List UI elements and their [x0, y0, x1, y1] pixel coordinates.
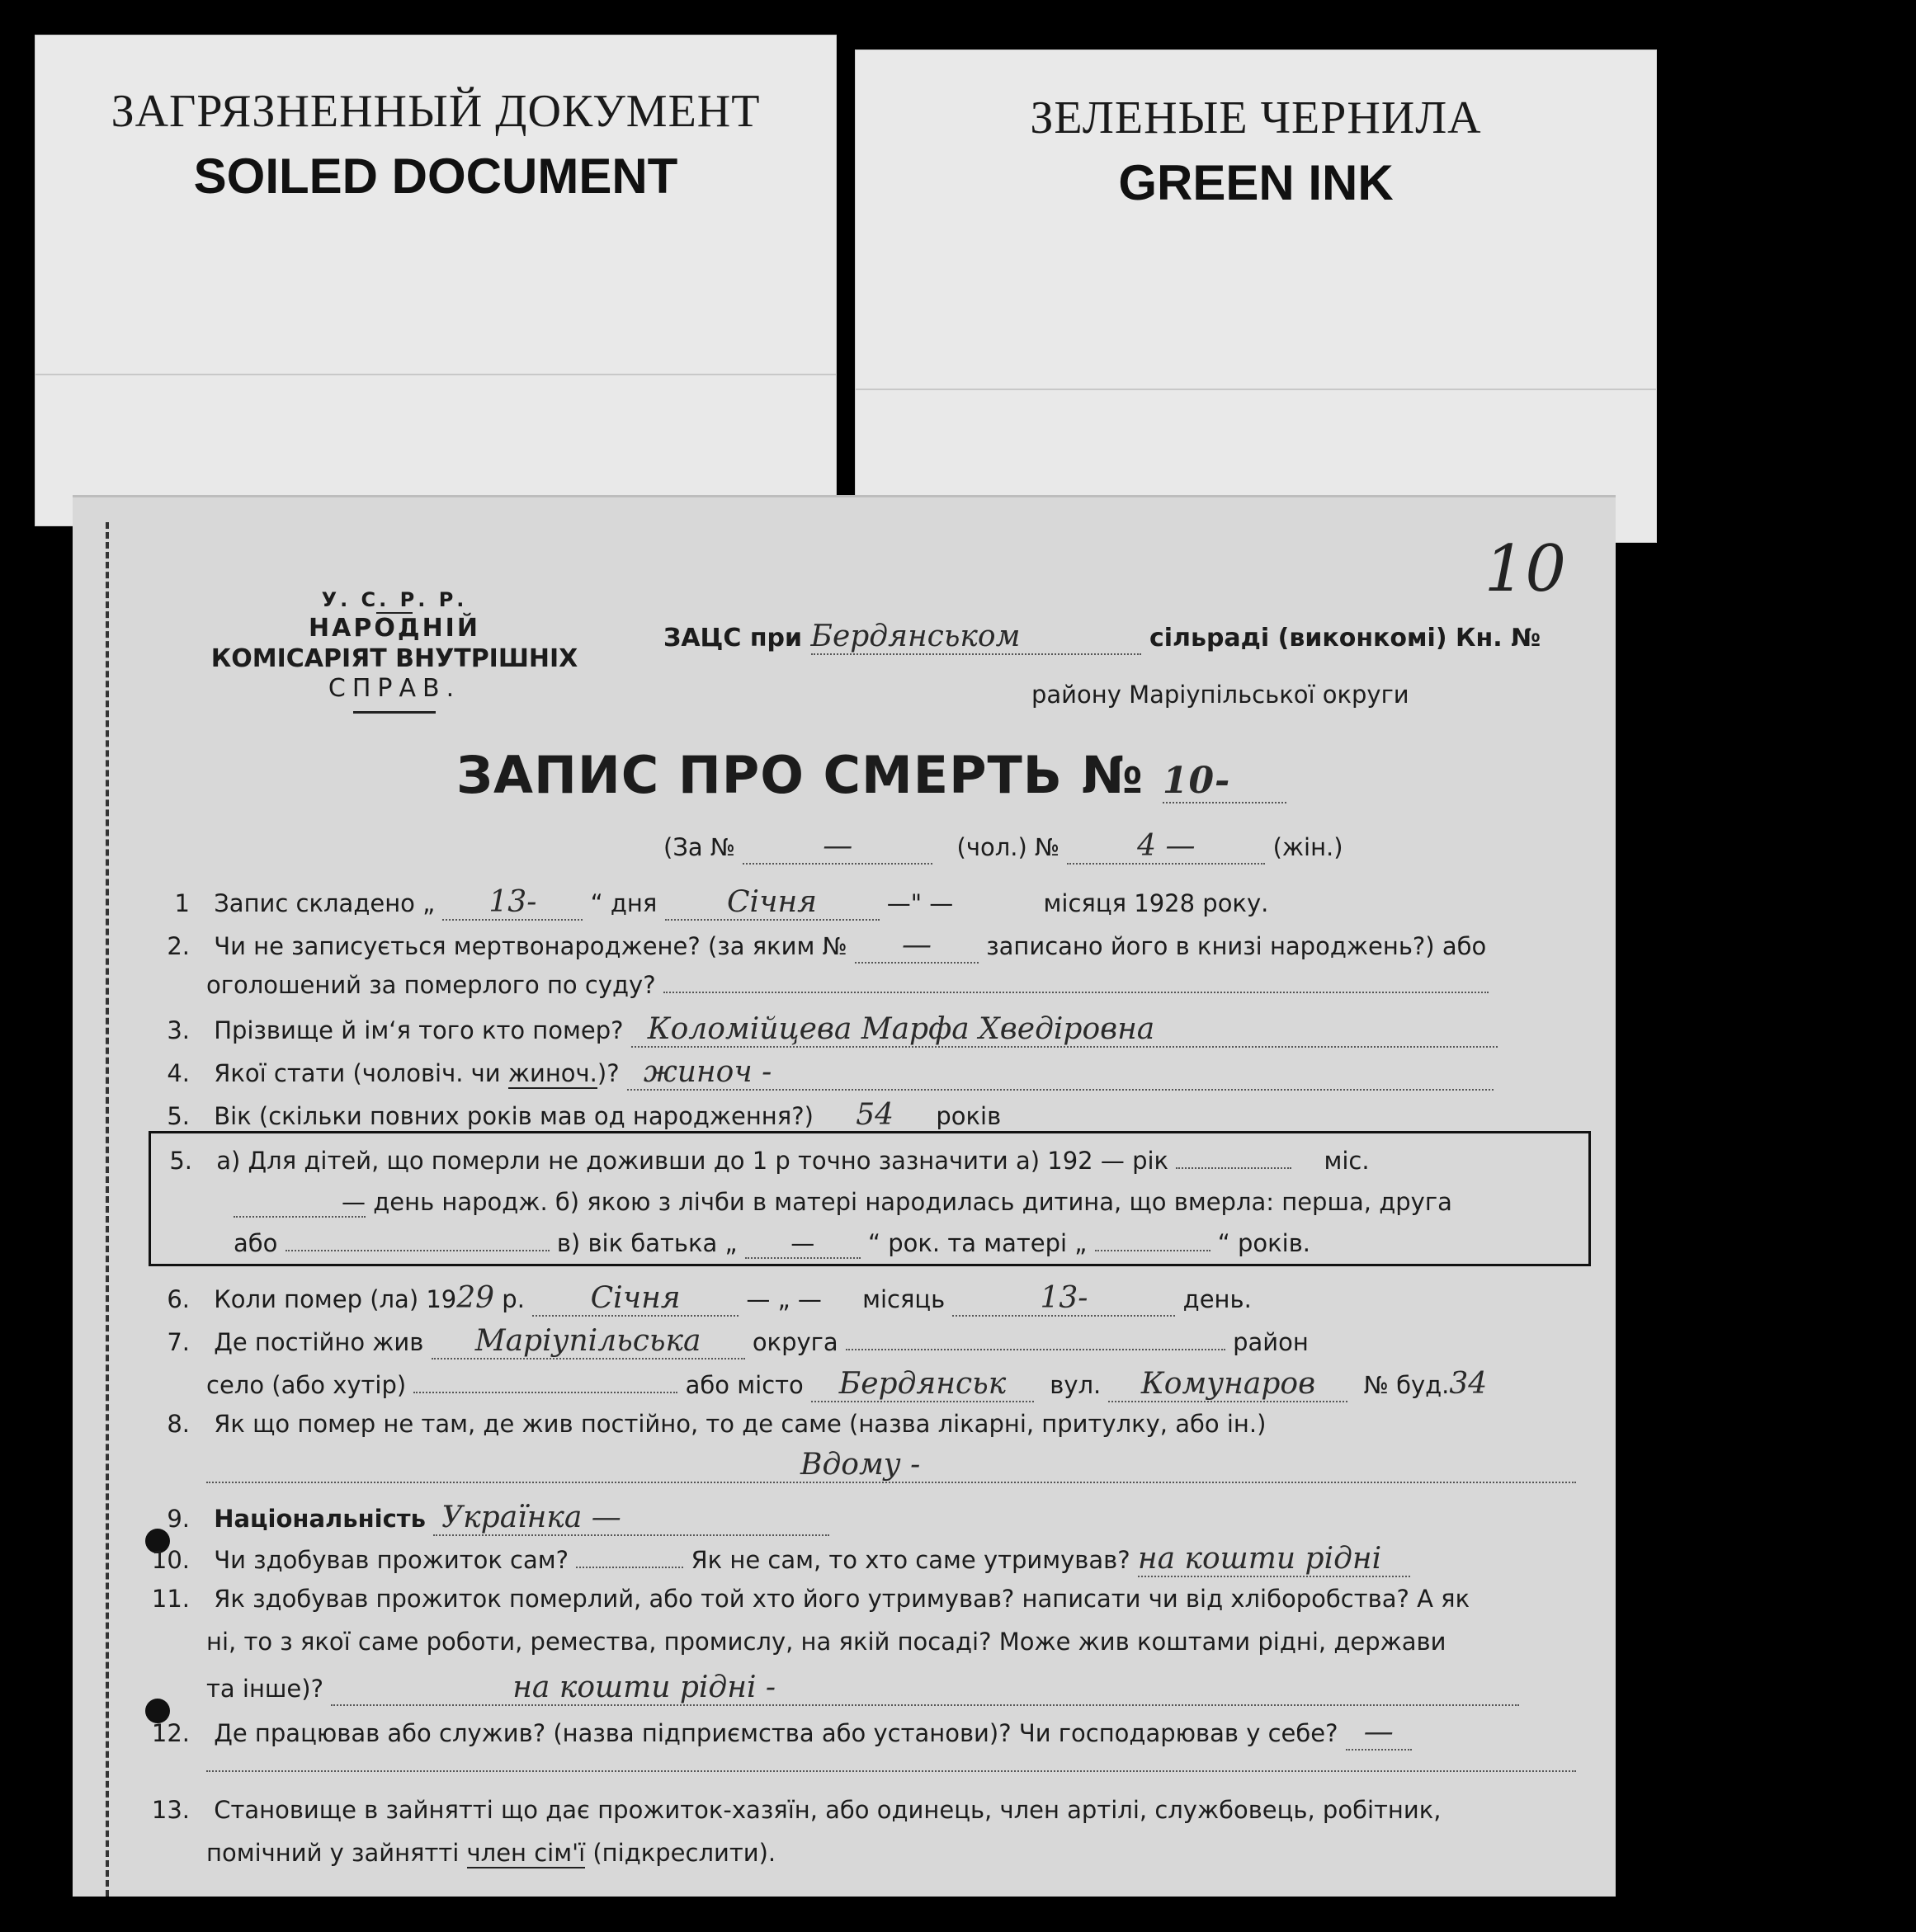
row-13: [149, 1796, 1441, 1824]
child-details-box: [149, 1131, 1591, 1266]
deceased-name: Коломійцева Марфа Хведірoвна: [631, 1012, 1498, 1048]
row-13-cont: [206, 1839, 776, 1867]
row-1: [149, 885, 1268, 921]
blank-field: [206, 1770, 1576, 1772]
issuer-line-1: НАРОДНІЙ: [309, 614, 480, 643]
ussr-label: У. С. Р. Р.: [321, 588, 468, 611]
box-line-1: [151, 1147, 1370, 1175]
row-text: Запис складено „: [214, 889, 436, 917]
death-day: 13-: [952, 1281, 1175, 1317]
row-9: [149, 1501, 829, 1536]
workplace: —: [1346, 1715, 1412, 1751]
green-ink-en: GREEN INK: [1118, 155, 1394, 210]
subtitle-za-value: —: [743, 829, 932, 865]
livelihood-source: на кошти рідні -: [331, 1670, 1519, 1706]
row-text: Де працював або служив? (назва підприємства або установи)? Чи господарював у себе?: [214, 1719, 1338, 1747]
box-line-3: [234, 1229, 1310, 1259]
row-12: [149, 1715, 1412, 1751]
green-ink-ru: ЗЕЛЕНЫЕ ЧЕРНИЛА: [1030, 92, 1482, 144]
row-11-cont: [206, 1670, 1519, 1706]
row-text: “ років.: [1217, 1229, 1311, 1257]
father-age: —: [745, 1229, 861, 1259]
row-text: в) вік батька „: [556, 1229, 738, 1257]
row-text: оголошений за померлого по суду?: [206, 971, 656, 999]
row-text: Якої стати (чоловіч. чи: [214, 1059, 508, 1087]
row-text: вул.: [1050, 1371, 1102, 1399]
row-text: “ дня: [590, 889, 658, 917]
soiled-document-label-card: [35, 35, 837, 526]
record-number: 10-: [1163, 760, 1286, 803]
row-text: Чи не записується мертвонароджене? (за яким №: [214, 932, 847, 960]
blank-field: [576, 1567, 683, 1568]
record-day: 13-: [442, 885, 583, 921]
soiled-document-ru: ЗАГРЯЗНЕННЫЙ ДОКУМЕНТ: [111, 86, 761, 137]
row-text: помічний у зайнятті: [206, 1839, 467, 1867]
row-text: Вік (скільки повних років мав од народження?): [214, 1102, 814, 1130]
row-12-cont: [206, 1750, 1576, 1778]
row-text: Становище в зайнятті що дає прожиток-хазяїн, або одинець, член артілі, службовець, робітник,: [214, 1796, 1442, 1824]
blank-field: [663, 992, 1489, 993]
row-text: Коли помер (ла) 19: [214, 1285, 457, 1313]
row-text: місяць: [862, 1285, 946, 1313]
death-year: 29: [456, 1281, 495, 1315]
row-text: день.: [1182, 1285, 1252, 1313]
row-text: Де постійно жив: [214, 1328, 424, 1356]
row-text: Чи здобував прожиток сам?: [214, 1546, 569, 1574]
row-number: 2.: [167, 932, 190, 960]
subtitle-za: (За №: [663, 833, 736, 861]
title-text: ЗАПИС ПРО СМЕРТЬ №: [456, 745, 1144, 805]
header-rule: [353, 711, 436, 714]
row-5: [149, 1098, 1001, 1133]
row-number: 5.: [169, 1147, 192, 1175]
issuer-line-3: СПРАВ.: [328, 674, 461, 704]
underlined-family-member: член сім'ї: [466, 1839, 586, 1867]
mother-age: [1095, 1250, 1210, 1251]
row-number: 10.: [151, 1546, 190, 1574]
row-number: 7.: [167, 1328, 190, 1356]
row-8: [149, 1410, 1266, 1438]
residence-street: Комунаров: [1108, 1367, 1347, 1402]
row-number: 4.: [167, 1059, 190, 1087]
issuer-header: [180, 588, 609, 714]
row-text: село (або хутір): [206, 1371, 407, 1399]
document-title: [456, 745, 1286, 805]
stillborn-number: —: [855, 928, 979, 964]
row-number: 12.: [151, 1719, 190, 1747]
blank-field: [1176, 1167, 1291, 1169]
row-7: [149, 1324, 1309, 1359]
row-text: район: [1233, 1328, 1309, 1356]
death-record-document: [73, 495, 1616, 1897]
fold-line: [35, 374, 836, 375]
subtitle-counts: [663, 829, 1343, 865]
row-text: та інше)?: [206, 1675, 323, 1703]
row-text: міс.: [1324, 1147, 1370, 1175]
row-11: [149, 1585, 1470, 1613]
box-line-2: [234, 1188, 1452, 1218]
row-text: р.: [502, 1285, 525, 1313]
row-4: [149, 1055, 1494, 1091]
folio-number: 10: [1484, 532, 1566, 606]
row-number: 13.: [151, 1796, 190, 1824]
row-number: 9.: [167, 1505, 190, 1533]
blank-field: [846, 1349, 1225, 1350]
row-number: 11.: [151, 1585, 190, 1613]
green-ink-label-card: [855, 49, 1657, 543]
row-text: місяця 1928 року.: [1043, 889, 1269, 917]
row-number: 6.: [167, 1285, 190, 1313]
row-8-cont: [206, 1448, 1576, 1483]
birth-day: —: [234, 1188, 366, 1218]
zags-label: ЗАЦС при: [663, 624, 803, 653]
row-2-cont: [206, 971, 1489, 999]
row-text: округа: [752, 1328, 838, 1356]
row-number: 8.: [167, 1410, 190, 1438]
row-2: [149, 928, 1486, 964]
deceased-age: 54: [821, 1098, 928, 1133]
fold-line: [856, 389, 1656, 390]
issuer-line-2: КОМІСАРІЯТ ВНУТРІШНІХ: [210, 643, 578, 673]
row-text: Як що помер не там, де жив постійно, то де саме (назва лікарні, притулку, або ін.): [214, 1410, 1267, 1438]
row-10: [149, 1542, 1410, 1577]
subtitle-chol: (чол.) №: [956, 833, 1060, 861]
row-text: (підкреслити).: [585, 1839, 776, 1867]
death-place: Вдому -: [206, 1448, 1576, 1483]
row-text: — „ —: [746, 1285, 822, 1313]
registry-office-line: [663, 620, 1541, 655]
row-text: “ рок. та матері „: [867, 1229, 1088, 1257]
residence-city: Бердянськ: [811, 1367, 1034, 1402]
zags-tail: сільраді (виконкомі) Кн. №: [1149, 624, 1541, 653]
row-text: або: [234, 1229, 278, 1257]
row-text: або місто: [685, 1371, 804, 1399]
row-number: 1: [174, 889, 190, 917]
subtitle-zhin: (жін.): [1272, 833, 1343, 861]
death-month: Січня: [532, 1281, 739, 1317]
row-text: Як не сам, то хто саме утримував?: [691, 1546, 1130, 1574]
row-11-cont: [206, 1628, 1446, 1656]
row-number: 5.: [167, 1102, 190, 1130]
row-text: день народж. б) якою з лічби в матері народилась дитина, що вмерла: перша, друга: [373, 1188, 1452, 1216]
blank-field: [286, 1250, 550, 1251]
perforation-edge: [106, 522, 109, 1897]
deceased-sex: жиноч -: [627, 1055, 1494, 1091]
row-text: № буд.: [1363, 1371, 1450, 1399]
row-text: Національність: [214, 1505, 426, 1533]
row-number: 3.: [167, 1016, 190, 1044]
underlined-female: жиноч.: [507, 1059, 597, 1087]
supported-by: на кошти рідні: [1138, 1542, 1410, 1577]
nationality: Українка —: [433, 1501, 829, 1536]
row-text: записано його в книзі народжень?) або: [986, 932, 1487, 960]
row-text: )?: [597, 1059, 620, 1087]
row-text: Як здобував прожиток померлий, або той хто його утримував? написати чи від хліборобства? А як: [214, 1585, 1470, 1613]
subtitle-chol-value: 4 —: [1067, 829, 1265, 865]
row-7-cont: [206, 1367, 1487, 1402]
soiled-document-en: SOILED DOCUMENT: [193, 148, 678, 204]
row-text: років: [936, 1102, 1002, 1130]
row-text: а) Для дітей, що померли не доживши до 1 р точно зазначити а) 192 — рік: [216, 1147, 1169, 1175]
zags-handwritten: Бердянськом: [811, 620, 1141, 655]
residence-house: 34: [1449, 1367, 1488, 1401]
row-3: [149, 1012, 1498, 1048]
row-text: Прізвище й ім‘я того кто помер?: [214, 1016, 624, 1044]
row-6: [149, 1281, 1252, 1317]
residence-okruga: Маріупільська: [432, 1324, 745, 1359]
record-month: Січня: [665, 885, 880, 921]
blank-field: [413, 1392, 677, 1393]
district-line: району Маріупільської округи: [1031, 681, 1409, 709]
row-text: —" —: [886, 889, 954, 917]
row-text: ні, то з якої саме роботи, ремества, промислу, на якій посаді? Може жив коштами рідні, держави: [206, 1628, 1446, 1656]
